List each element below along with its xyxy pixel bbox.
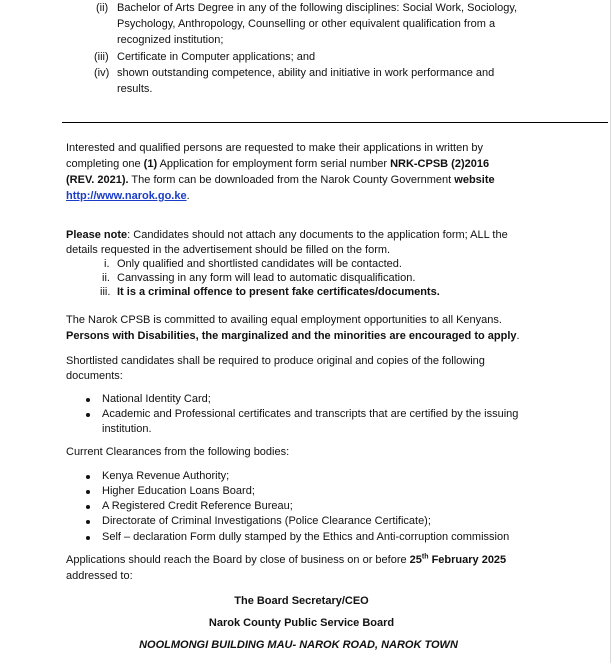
qual-text: Psychology, Anthropology, Counselling or other equivalent qualification from a (117, 18, 496, 30)
apply-line: (REV. 2021). The form can be downloaded from the Narok County Government website (66, 174, 495, 186)
qual-num: (ii) (96, 2, 109, 14)
qual-text: Bachelor of Arts Degree in any of the following disciplines: Social Work, Sociology, (117, 2, 518, 14)
note-item-num: iii. (100, 286, 111, 298)
clearance-item: Kenya Revenue Authority; (102, 470, 230, 482)
qual-num: (iii) (94, 51, 109, 63)
note-item-num: i. (104, 258, 110, 270)
note-line: details requested in the advertisement should be filled on the form. (66, 244, 391, 256)
clearance-item: Self – declaration Form dully stamped by the Ethics and Anti-corruption commission (102, 531, 510, 543)
note-item: It is a criminal offence to present fake certificates/documents. (117, 286, 440, 298)
bullet-icon (86, 413, 90, 417)
equal-line: The Narok CPSB is committed to availing equal employment opportunities to all Kenyans. (66, 314, 502, 326)
shortlisted-line: Shortlisted candidates shall be required to produce original and copies of the following (66, 355, 485, 367)
note-item: Canvassing in any form will lead to automatic disqualification. (117, 272, 416, 284)
qual-text: shown outstanding competence, ability and initiative in work performance and (117, 67, 495, 79)
bullet-icon (86, 520, 90, 524)
note-label: Please note (66, 229, 128, 241)
clearances-heading: Current Clearances from the following bodies: (66, 446, 290, 458)
deadline-line: Applications should reach the Board by close of business on or before 25th February 2025 (66, 553, 507, 566)
apply-line: Interested and qualified persons are requested to make their applications in written by (66, 142, 484, 154)
document-item-continued: institution. (102, 423, 152, 435)
bullet-icon (86, 398, 90, 402)
document-item: Academic and Professional certificates and transcripts that are certified by the issuing (102, 408, 519, 420)
bullet-icon (86, 475, 90, 479)
apply-line: http://www.narok.go.ke. (66, 190, 190, 202)
page-edge (610, 0, 611, 663)
website-link[interactable]: http://www.narok.go.ke (66, 190, 187, 202)
qual-text: results. (117, 83, 153, 95)
bullet-icon (86, 490, 90, 494)
apply-line: completing one (1) Application for employment form serial number NRK-CPSB (2)2016 (66, 158, 490, 170)
deadline-line: addressed to: (66, 570, 133, 582)
note-item: Only qualified and shortlisted candidates will be contacted. (117, 258, 402, 270)
document-item: National Identity Card; (102, 393, 211, 405)
address-line: NOOLMONGI BUILDING MAU- NAROK ROAD, NAROK TOWN (139, 639, 458, 651)
qual-text: Certificate in Computer applications; and (117, 51, 316, 63)
address-line: Narok County Public Service Board (208, 617, 395, 629)
bullet-icon (86, 536, 90, 540)
note-line: Please note: Candidates should not attach any documents to the application form; ALL the (66, 229, 508, 241)
clearance-item: Directorate of Criminal Investigations (Police Clearance Certificate); (102, 515, 431, 527)
qual-text: recognized institution; (117, 34, 224, 46)
section-divider (62, 122, 608, 123)
bullet-icon (86, 505, 90, 509)
address-line: The Board Secretary/CEO (234, 595, 369, 607)
equal-line: Persons with Disabilities, the marginalized and the minorities are encouraged to apply. (66, 330, 520, 342)
note-item-num: ii. (102, 272, 110, 284)
clearance-item: A Registered Credit Reference Bureau; (102, 500, 293, 512)
clearance-item: Higher Education Loans Board; (102, 485, 255, 497)
qual-num: (iv) (94, 67, 110, 79)
shortlisted-line: documents: (66, 370, 123, 382)
